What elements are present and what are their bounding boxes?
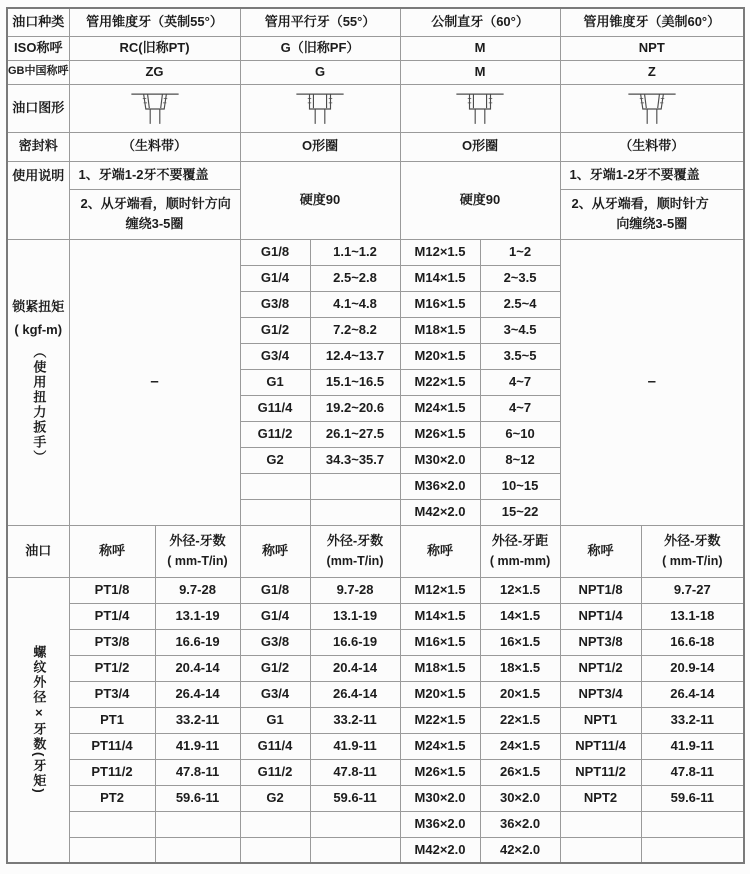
thread-npt-name xyxy=(560,837,641,863)
thread-pt-name: PT2 xyxy=(69,785,155,811)
gb-npt: Z xyxy=(560,60,744,84)
thread-m-name: M26×1.5 xyxy=(400,759,480,785)
port-header-npt-spec xyxy=(641,525,744,577)
thread-pt-name: PT1/2 xyxy=(69,655,155,681)
port-type-g: 管用平行牙（55°） xyxy=(240,8,400,36)
thread-row xyxy=(7,629,744,655)
thread-pt-name: PT3/4 xyxy=(69,681,155,707)
port-graphic-npt xyxy=(560,84,744,132)
thread-g-name: G11/2 xyxy=(240,759,310,785)
thread-npt-size: 59.6-11 xyxy=(641,785,744,811)
thread-g-size xyxy=(310,811,400,837)
thread-g-size: 33.2-11 xyxy=(310,707,400,733)
thread-m-size: 18×1.5 xyxy=(480,655,560,681)
torque-label-cell xyxy=(7,239,69,525)
thread-pt-size: 47.8-11 xyxy=(155,759,240,785)
spec-title: 外径-牙数 xyxy=(326,532,384,548)
thread-row xyxy=(7,681,744,707)
thread-m-size: 14×1.5 xyxy=(480,603,560,629)
seal-m: O形圈 xyxy=(400,132,560,161)
torque-m-value: 1~2 xyxy=(480,239,560,265)
spec-unit: (mm-T/in) xyxy=(326,554,384,569)
spec-unit: ( mm-T/in) xyxy=(167,554,228,569)
torque-m-size: M24×1.5 xyxy=(400,395,480,421)
usage-rc-wrap-text: 2、从牙端看，顺时针方向 xyxy=(80,196,231,212)
thread-npt-name: NPT1/4 xyxy=(560,603,641,629)
thread-npt-size xyxy=(641,811,744,837)
thread-npt-name: NPT2 xyxy=(560,785,641,811)
thread-pt-size: 20.4-14 xyxy=(155,655,240,681)
thread-g-size: 16.6-19 xyxy=(310,629,400,655)
thread-m-size: 42×2.0 xyxy=(480,837,560,863)
thread-g-name xyxy=(240,811,310,837)
torque-m-size: M12×1.5 xyxy=(400,239,480,265)
thread-g-size: 47.8-11 xyxy=(310,759,400,785)
port-header-npt-name: 称呼 xyxy=(560,525,641,577)
spec-title: 外径-牙数 xyxy=(664,532,721,548)
gb-g: G xyxy=(240,60,400,84)
torque-m-size: M26×1.5 xyxy=(400,421,480,447)
port-header-g-spec xyxy=(310,525,400,577)
torque-g-size: G1/8 xyxy=(240,239,310,265)
torque-g-size: G1/4 xyxy=(240,265,310,291)
thread-npt-size xyxy=(641,837,744,863)
port-header-label: 油口 xyxy=(7,525,69,577)
thread-label-text: 螺纹外径×牙数(牙矩) xyxy=(31,644,47,795)
port-graphic-label: 油口图形 xyxy=(7,84,69,132)
thread-npt-size: 13.1-18 xyxy=(641,603,744,629)
thread-m-name: M20×1.5 xyxy=(400,681,480,707)
port-cross-section-icon xyxy=(624,90,680,128)
torque-g-size xyxy=(240,499,310,525)
iso-rc: RC(旧称PT) xyxy=(69,36,240,60)
thread-pt-name: PT11/2 xyxy=(69,759,155,785)
iso-name-row xyxy=(7,36,744,60)
usage-npt-line2 xyxy=(560,189,744,239)
port-graphic-m xyxy=(400,84,560,132)
torque-g-size: G1/2 xyxy=(240,317,310,343)
torque-m-size: M16×1.5 xyxy=(400,291,480,317)
torque-dash-npt: – xyxy=(560,239,744,525)
torque-g-size: G1 xyxy=(240,369,310,395)
spec-table xyxy=(6,7,745,864)
thread-npt-name: NPT3/4 xyxy=(560,681,641,707)
thread-g-name: G3/4 xyxy=(240,681,310,707)
thread-pt-size: 13.1-19 xyxy=(155,603,240,629)
torque-g-size: G11/2 xyxy=(240,421,310,447)
torque-g-value: 4.1~4.8 xyxy=(310,291,400,317)
thread-npt-name: NPT11/2 xyxy=(560,759,641,785)
thread-row xyxy=(7,655,744,681)
thread-row xyxy=(7,759,744,785)
thread-npt-size: 26.4-14 xyxy=(641,681,744,707)
thread-g-size: 9.7-28 xyxy=(310,577,400,603)
torque-m-size: M42×2.0 xyxy=(400,499,480,525)
torque-m-value: 3.5~5 xyxy=(480,343,560,369)
torque-m-size: M20×1.5 xyxy=(400,343,480,369)
port-graphic-row xyxy=(7,84,744,132)
thread-npt-name: NPT1 xyxy=(560,707,641,733)
port-header-rc-name: 称呼 xyxy=(69,525,155,577)
port-header-row xyxy=(7,525,744,577)
thread-row xyxy=(7,785,744,811)
thread-row xyxy=(7,603,744,629)
thread-g-name: G1/4 xyxy=(240,603,310,629)
thread-row xyxy=(7,811,744,837)
port-type-m: 公制直牙（60°） xyxy=(400,8,560,36)
port-type-rc: 管用锥度牙（英制55°） xyxy=(69,8,240,36)
port-header-m-spec xyxy=(480,525,560,577)
torque-m-size: M18×1.5 xyxy=(400,317,480,343)
torque-g-size: G3/4 xyxy=(240,343,310,369)
usage-npt-wrap-text: 2、从牙端看，顺时针方 xyxy=(571,196,709,212)
torque-g-value: 7.2~8.2 xyxy=(310,317,400,343)
thread-pt-size: 33.2-11 xyxy=(155,707,240,733)
thread-npt-size: 33.2-11 xyxy=(641,707,744,733)
gb-m: M xyxy=(400,60,560,84)
iso-label: ISO称呼 xyxy=(7,36,69,60)
thread-pt-size xyxy=(155,837,240,863)
port-graphic-g xyxy=(240,84,400,132)
thread-npt-name: NPT1/2 xyxy=(560,655,641,681)
thread-m-name: M18×1.5 xyxy=(400,655,480,681)
thread-g-name: G2 xyxy=(240,785,310,811)
torque-m-value: 4~7 xyxy=(480,369,560,395)
spec-title: 外径-牙距 xyxy=(491,532,549,548)
thread-label-cell xyxy=(7,577,69,863)
port-type-row xyxy=(7,8,744,36)
thread-pt-name: PT3/8 xyxy=(69,629,155,655)
torque-label-note: （使用扭力扳手） xyxy=(31,345,47,466)
usage-rc-line2 xyxy=(69,189,240,239)
thread-g-size: 20.4-14 xyxy=(310,655,400,681)
thread-g-name: G3/8 xyxy=(240,629,310,655)
thread-m-size: 26×1.5 xyxy=(480,759,560,785)
thread-pt-size: 9.7-28 xyxy=(155,577,240,603)
gb-name-row xyxy=(7,60,744,84)
torque-g-value: 12.4~13.7 xyxy=(310,343,400,369)
thread-m-size: 30×2.0 xyxy=(480,785,560,811)
thread-pt-name: PT1 xyxy=(69,707,155,733)
thread-m-name: M14×1.5 xyxy=(400,603,480,629)
thread-m-size: 22×1.5 xyxy=(480,707,560,733)
thread-m-size: 20×1.5 xyxy=(480,681,560,707)
usage-rc-wrap-text2: 缠绕3-5圈 xyxy=(125,215,184,231)
spec-unit: ( mm-mm) xyxy=(489,554,551,569)
thread-pt-name: PT1/4 xyxy=(69,603,155,629)
port-cross-section-icon xyxy=(127,90,183,128)
thread-pt-size: 59.6-11 xyxy=(155,785,240,811)
thread-pt-name xyxy=(69,837,155,863)
torque-m-value: 2.5~4 xyxy=(480,291,560,317)
torque-label-unit: ( kgf-m) xyxy=(14,322,63,337)
torque-label-title: 锁紧扭矩 xyxy=(12,298,65,314)
iso-npt: NPT xyxy=(560,36,744,60)
port-cross-section-icon xyxy=(292,90,348,128)
torque-g-value: 34.3~35.7 xyxy=(310,447,400,473)
thread-pt-size xyxy=(155,811,240,837)
torque-g-value: 15.1~16.5 xyxy=(310,369,400,395)
thread-g-name: G1/2 xyxy=(240,655,310,681)
thread-m-name: M16×1.5 xyxy=(400,629,480,655)
torque-m-value: 8~12 xyxy=(480,447,560,473)
seal-label: 密封料 xyxy=(7,132,69,161)
torque-g-value: 1.1~1.2 xyxy=(310,239,400,265)
thread-npt-size: 47.8-11 xyxy=(641,759,744,785)
gb-rc: ZG xyxy=(69,60,240,84)
thread-m-name: M22×1.5 xyxy=(400,707,480,733)
torque-g-value xyxy=(310,473,400,499)
hardness-g: 硬度90 xyxy=(240,161,400,239)
gb-label: GB中国称呼 xyxy=(7,60,69,84)
port-type-label: 油口种类 xyxy=(7,8,69,36)
thread-pt-name xyxy=(69,811,155,837)
thread-m-name: M30×2.0 xyxy=(400,785,480,811)
thread-g-name: G11/4 xyxy=(240,733,310,759)
thread-npt-name: NPT1/8 xyxy=(560,577,641,603)
thread-pt-size: 41.9-11 xyxy=(155,733,240,759)
torque-g-value xyxy=(310,499,400,525)
thread-pt-name: PT11/4 xyxy=(69,733,155,759)
usage-label: 使用说明 xyxy=(7,161,69,239)
thread-npt-size: 16.6-18 xyxy=(641,629,744,655)
torque-g-value: 19.2~20.6 xyxy=(310,395,400,421)
thread-g-size xyxy=(310,837,400,863)
thread-m-size: 36×2.0 xyxy=(480,811,560,837)
torque-g-size: G2 xyxy=(240,447,310,473)
thread-m-name: M36×2.0 xyxy=(400,811,480,837)
iso-m: M xyxy=(400,36,560,60)
thread-npt-size: 20.9-14 xyxy=(641,655,744,681)
torque-g-size xyxy=(240,473,310,499)
seal-row xyxy=(7,132,744,161)
thread-pt-size: 26.4-14 xyxy=(155,681,240,707)
thread-g-size: 26.4-14 xyxy=(310,681,400,707)
torque-m-size: M14×1.5 xyxy=(400,265,480,291)
usage-rc-line1: 1、牙端1-2牙不要覆盖 xyxy=(69,161,240,189)
seal-rc: （生料带） xyxy=(69,132,240,161)
thread-npt-name: NPT11/4 xyxy=(560,733,641,759)
usage-row-1 xyxy=(7,161,744,189)
torque-row xyxy=(7,239,744,265)
port-cross-section-icon xyxy=(452,90,508,128)
torque-m-size: M36×2.0 xyxy=(400,473,480,499)
thread-g-size: 41.9-11 xyxy=(310,733,400,759)
torque-g-size: G11/4 xyxy=(240,395,310,421)
thread-m-name: M42×2.0 xyxy=(400,837,480,863)
thread-m-size: 12×1.5 xyxy=(480,577,560,603)
torque-m-value: 6~10 xyxy=(480,421,560,447)
thread-m-name: M12×1.5 xyxy=(400,577,480,603)
thread-g-name: G1/8 xyxy=(240,577,310,603)
torque-m-size: M30×2.0 xyxy=(400,447,480,473)
port-header-g-name: 称呼 xyxy=(240,525,310,577)
hardness-m: 硬度90 xyxy=(400,161,560,239)
port-header-rc-spec xyxy=(155,525,240,577)
usage-npt-wrap-text2: 向缠绕3-5圈 xyxy=(616,215,688,231)
thread-npt-size: 41.9-11 xyxy=(641,733,744,759)
iso-g: G（旧称PF） xyxy=(240,36,400,60)
torque-m-value: 4~7 xyxy=(480,395,560,421)
port-header-m-name: 称呼 xyxy=(400,525,480,577)
thread-g-name xyxy=(240,837,310,863)
port-graphic-rc xyxy=(69,84,240,132)
thread-npt-name: NPT3/8 xyxy=(560,629,641,655)
thread-pt-size: 16.6-19 xyxy=(155,629,240,655)
torque-dash-rc: – xyxy=(69,239,240,525)
thread-pt-name: PT1/8 xyxy=(69,577,155,603)
torque-m-value: 2~3.5 xyxy=(480,265,560,291)
seal-g: O形圈 xyxy=(240,132,400,161)
thread-g-size: 13.1-19 xyxy=(310,603,400,629)
thread-g-name: G1 xyxy=(240,707,310,733)
spec-unit: ( mm-T/in) xyxy=(662,554,723,569)
torque-m-value: 3~4.5 xyxy=(480,317,560,343)
thread-npt-size: 9.7-27 xyxy=(641,577,744,603)
port-type-npt: 管用锥度牙（美制60°） xyxy=(560,8,744,36)
torque-m-value: 15~22 xyxy=(480,499,560,525)
torque-m-value: 10~15 xyxy=(480,473,560,499)
thread-row xyxy=(7,707,744,733)
thread-npt-name xyxy=(560,811,641,837)
thread-g-size: 59.6-11 xyxy=(310,785,400,811)
thread-m-name: M24×1.5 xyxy=(400,733,480,759)
spec-title: 外径-牙数 xyxy=(169,532,226,548)
thread-row xyxy=(7,577,744,603)
torque-g-value: 2.5~2.8 xyxy=(310,265,400,291)
seal-npt: （生料带） xyxy=(560,132,744,161)
thread-row xyxy=(7,733,744,759)
thread-m-size: 24×1.5 xyxy=(480,733,560,759)
torque-g-value: 26.1~27.5 xyxy=(310,421,400,447)
thread-row xyxy=(7,837,744,863)
thread-m-size: 16×1.5 xyxy=(480,629,560,655)
torque-g-size: G3/8 xyxy=(240,291,310,317)
usage-npt-line1: 1、牙端1-2牙不要覆盖 xyxy=(560,161,744,189)
torque-m-size: M22×1.5 xyxy=(400,369,480,395)
